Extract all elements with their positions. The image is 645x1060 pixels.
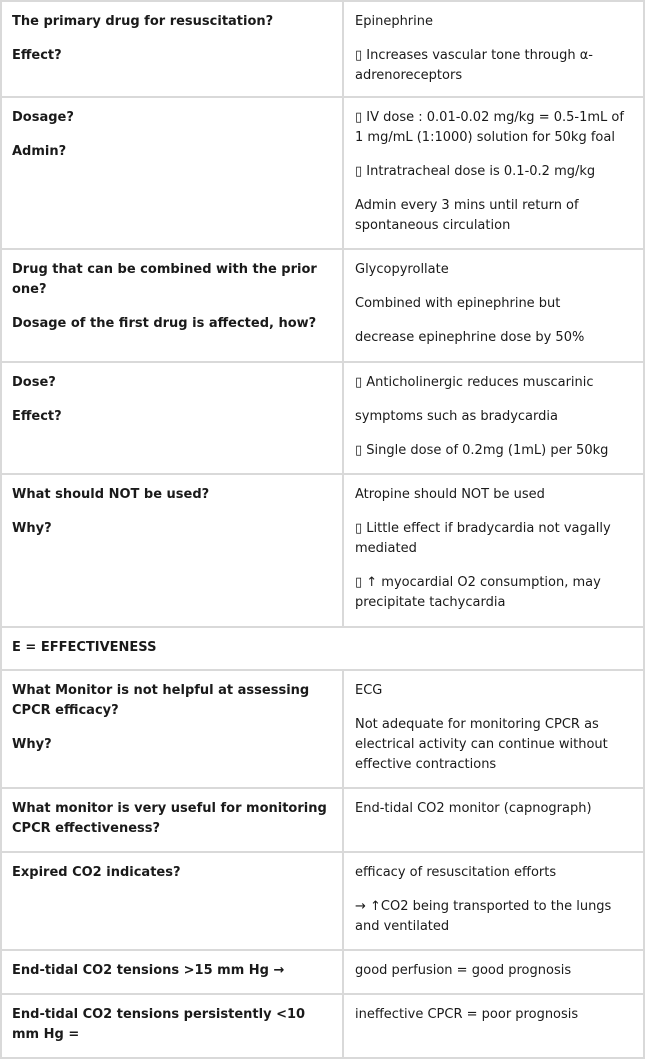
question-cell (1, 994, 343, 1058)
question-text: Why? (12, 521, 52, 536)
question-cell (1, 670, 343, 788)
answer-text: ECG (355, 683, 383, 698)
table-row (1, 950, 644, 994)
table-row (1, 852, 644, 950)
question-cell (1, 950, 343, 994)
answer-cell (343, 1, 644, 97)
answer-text: efficacy of resuscitation efforts (355, 865, 557, 880)
answer-text: ▯ Single dose of 0.2mg (1mL) per 50kg (355, 443, 609, 458)
answer-cell (343, 249, 644, 362)
table-row (1, 97, 644, 249)
table-row (1, 788, 644, 852)
question-text: Why? (12, 737, 52, 752)
answer-text: ▯ Intratracheal dose is 0.1-0.2 mg/kg (355, 164, 596, 179)
question-cell (1, 852, 343, 950)
answer-cell (343, 362, 644, 474)
answer-cell (343, 670, 644, 788)
question-text: Dose? (12, 375, 56, 390)
answer-text: → ↑CO2 being transported to the lungs and ventilated (355, 899, 612, 934)
question-text: End-tidal CO2 tensions >15 mm Hg → (12, 963, 285, 978)
table-row (1, 249, 644, 362)
answer-text: Admin every 3 mins until return of spontaneous circulation (355, 198, 579, 233)
answer-cell (343, 474, 644, 627)
table-row (1, 670, 644, 788)
question-cell (1, 474, 343, 627)
answer-text: ▯ Little effect if bradycardia not vagally mediated (355, 521, 611, 556)
table-body (1, 1, 644, 1058)
answer-text: decrease epinephrine dose by 50% (355, 330, 585, 345)
answer-text: ▯ Increases vascular tone through α-adrenoreceptors (355, 48, 593, 83)
question-cell (1, 788, 343, 852)
question-text: The primary drug for resuscitation? (12, 14, 274, 29)
answer-text: End-tidal CO2 monitor (capnograph) (355, 801, 592, 816)
question-cell (1, 362, 343, 474)
answer-cell (343, 788, 644, 852)
question-text: Dosage? (12, 110, 74, 125)
question-cell (1, 1, 343, 97)
answer-text: ▯ IV dose : 0.01-0.02 mg/kg = 0.5-1mL of 1 mg/mL (1:1000) solution for 50kg foal (355, 110, 624, 145)
answer-cell (343, 97, 644, 249)
section-heading: E = EFFECTIVENESS (1, 627, 644, 670)
question-text: Effect? (12, 409, 62, 424)
answer-text: Combined with epinephrine but (355, 296, 561, 311)
answer-text: Not adequate for monitoring CPCR as electrical activity can continue without effective contractions (355, 717, 608, 772)
answer-cell (343, 994, 644, 1058)
table-row (1, 1, 644, 97)
question-text: What Monitor is not helpful at assessing CPCR efficacy? (12, 683, 310, 718)
answer-cell (343, 852, 644, 950)
table-row (1, 994, 644, 1058)
answer-text: ▯ Anticholinergic reduces muscarinic (355, 375, 594, 390)
table-row (1, 362, 644, 474)
question-text: Admin? (12, 144, 67, 159)
answer-text: symptoms such as bradycardia (355, 409, 558, 424)
question-text: Expired CO2 indicates? (12, 865, 181, 880)
answer-text: ▯ ↑ myocardial O2 consumption, may precipitate tachycardia (355, 575, 601, 610)
question-text: What monitor is very useful for monitoring CPCR effectiveness? (12, 801, 327, 836)
question-text: Dosage of the first drug is affected, how? (12, 316, 317, 331)
question-text: Drug that can be combined with the prior one? (12, 262, 317, 297)
answer-cell (343, 950, 644, 994)
answer-text: Glycopyrollate (355, 262, 449, 277)
question-cell (1, 249, 343, 362)
answer-text: Atropine should NOT be used (355, 487, 545, 502)
answer-text: ineffective CPCR = poor prognosis (355, 1007, 579, 1022)
answer-text: good perfusion = good prognosis (355, 963, 572, 978)
table-row (1, 474, 644, 627)
question-text: Effect? (12, 48, 62, 63)
table-row (1, 627, 644, 670)
question-cell (1, 97, 343, 249)
question-text: What should NOT be used? (12, 487, 210, 502)
answer-text: Epinephrine (355, 14, 433, 29)
question-text: End-tidal CO2 tensions persistently <10 mm Hg = (12, 1007, 306, 1042)
